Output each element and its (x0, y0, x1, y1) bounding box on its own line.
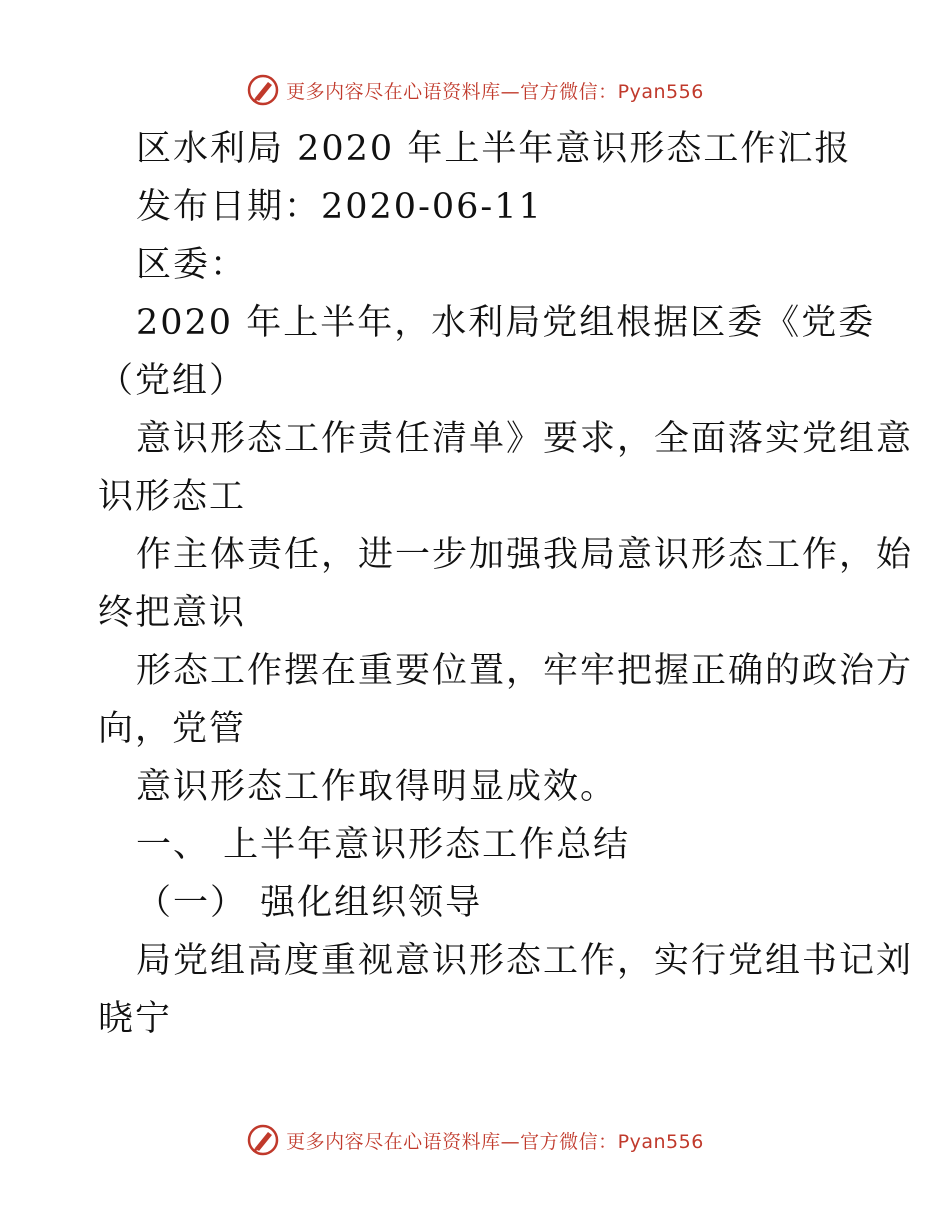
paragraph-line: （党组） (98, 361, 247, 401)
paragraph-line: 意识形态工作责任清单》要求，全面落实党组意 (136, 419, 914, 459)
footer-banner (0, 1120, 950, 1160)
paragraph-line: 向，党管 (98, 709, 247, 749)
paragraph-line: 作主体责任，进一步加强我局意识形态工作，始 (136, 535, 914, 575)
paragraph-line: 2020 年上半年，水利局党组根据区委《党委 (136, 303, 876, 343)
paragraph-line: 终把意识 (98, 593, 247, 633)
header-banner (0, 70, 950, 110)
section-heading: 一、 上半年意识形态工作总结 (136, 825, 631, 865)
paragraph-line: 局党组高度重视意识形态工作，实行党组书记刘 (136, 941, 914, 981)
paragraph-line: 意识形态工作取得明显成效。 (136, 767, 618, 807)
pen-logo-icon (246, 1123, 280, 1157)
paragraph-line: 识形态工 (98, 477, 247, 517)
footer-banner-text: 更多内容尽在心语资料库—官方微信：Pyan556 (286, 1130, 704, 1153)
publish-date: 发布日期：2020-06-11 (136, 187, 543, 227)
paragraph-line: 晓宁 (98, 999, 173, 1039)
subsection-heading: （一） 强化组织领导 (136, 883, 483, 923)
header-banner-text: 更多内容尽在心语资料库—官方微信：Pyan556 (286, 80, 704, 103)
salutation: 区委： (136, 245, 248, 285)
pen-logo-icon (246, 73, 280, 107)
document-title: 区水利局 2020 年上半年意识形态工作汇报 (136, 129, 852, 169)
paragraph-line: 形态工作摆在重要位置，牢牢把握正确的政治方 (136, 651, 914, 691)
document-body (98, 120, 914, 1048)
